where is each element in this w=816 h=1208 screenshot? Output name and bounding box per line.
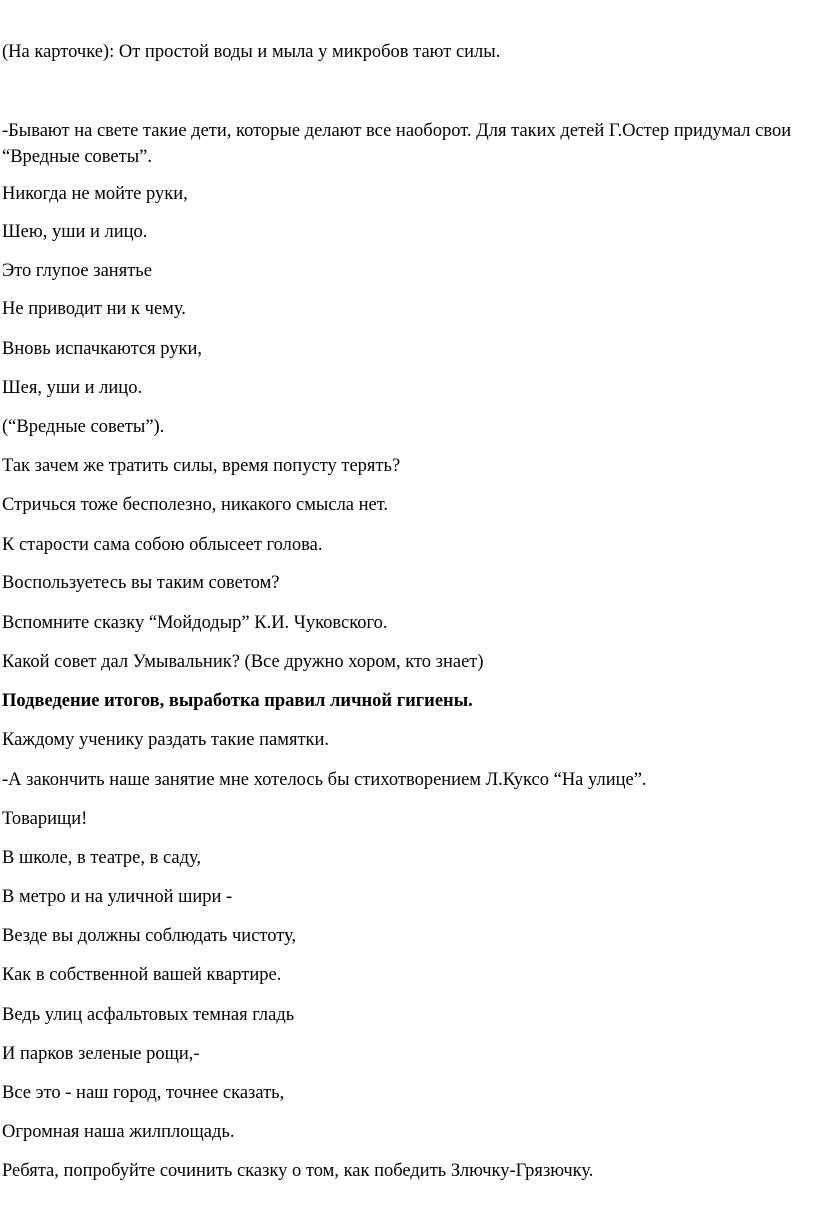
- poem-line: Ведь улиц асфальтовых темная гладь: [2, 1005, 295, 1025]
- text-line: Ребята, попробуйте сочинить сказку о том, как победить Злючку-Грязючку.: [2, 1161, 594, 1181]
- poem-line: Шея, уши и лицо.: [2, 378, 143, 398]
- text-line: -Бывают на свете такие дети, которые делают все наоборот. Для таких детей Г.Остер придумал свои: [2, 121, 792, 141]
- text-line: (На карточке): От простой воды и мыла у микробов тают силы.: [2, 42, 501, 62]
- poem-line: Везде вы должны соблюдать чистоту,: [2, 926, 297, 946]
- poem-line: Это глупое занятье: [2, 261, 152, 281]
- poem-line: Не приводит ни к чему.: [2, 299, 186, 319]
- poem-line: В метро и на уличной шири -: [2, 887, 233, 907]
- text-line: Каждому ученику раздать такие памятки.: [2, 730, 330, 750]
- text-line: Какой совет дал Умывальник? (Все дружно хором, кто знает): [2, 652, 484, 672]
- poem-line: И парков зеленые рощи,-: [2, 1044, 200, 1064]
- section-heading: Подведение итогов, выработка правил личной гигиены.: [2, 691, 473, 711]
- text-line: Так зачем же тратить силы, время попусту терять?: [2, 456, 401, 476]
- poem-line: Все это - наш город, точнее сказать,: [2, 1083, 285, 1103]
- text-line: -А закончить наше занятие мне хотелось бы стихотворением Л.Куксо “На улице”.: [2, 770, 647, 790]
- poem-line: Товарищи!: [2, 809, 88, 829]
- text-line: “Вредные советы”.: [2, 147, 152, 167]
- poem-line: Огромная наша жилплощадь.: [2, 1122, 235, 1142]
- text-line: К старости сама собою облысеет голова.: [2, 535, 323, 555]
- poem-line: Вновь испачкаются руки,: [2, 339, 202, 359]
- text-line: Воспользуетесь вы таким советом?: [2, 573, 280, 593]
- poem-line: Как в собственной вашей квартире.: [2, 965, 282, 985]
- text-line: Вспомните сказку “Мойдодыр” К.И. Чуковского.: [2, 613, 388, 633]
- text-line: Стричься тоже бесполезно, никакого смысла нет.: [2, 495, 389, 515]
- poem-line: В школе, в театре, в саду,: [2, 848, 202, 868]
- text-line: (“Вредные советы”).: [2, 417, 165, 437]
- poem-line: Шею, уши и лицо.: [2, 222, 148, 242]
- poem-line: Никогда не мойте руки,: [2, 184, 188, 204]
